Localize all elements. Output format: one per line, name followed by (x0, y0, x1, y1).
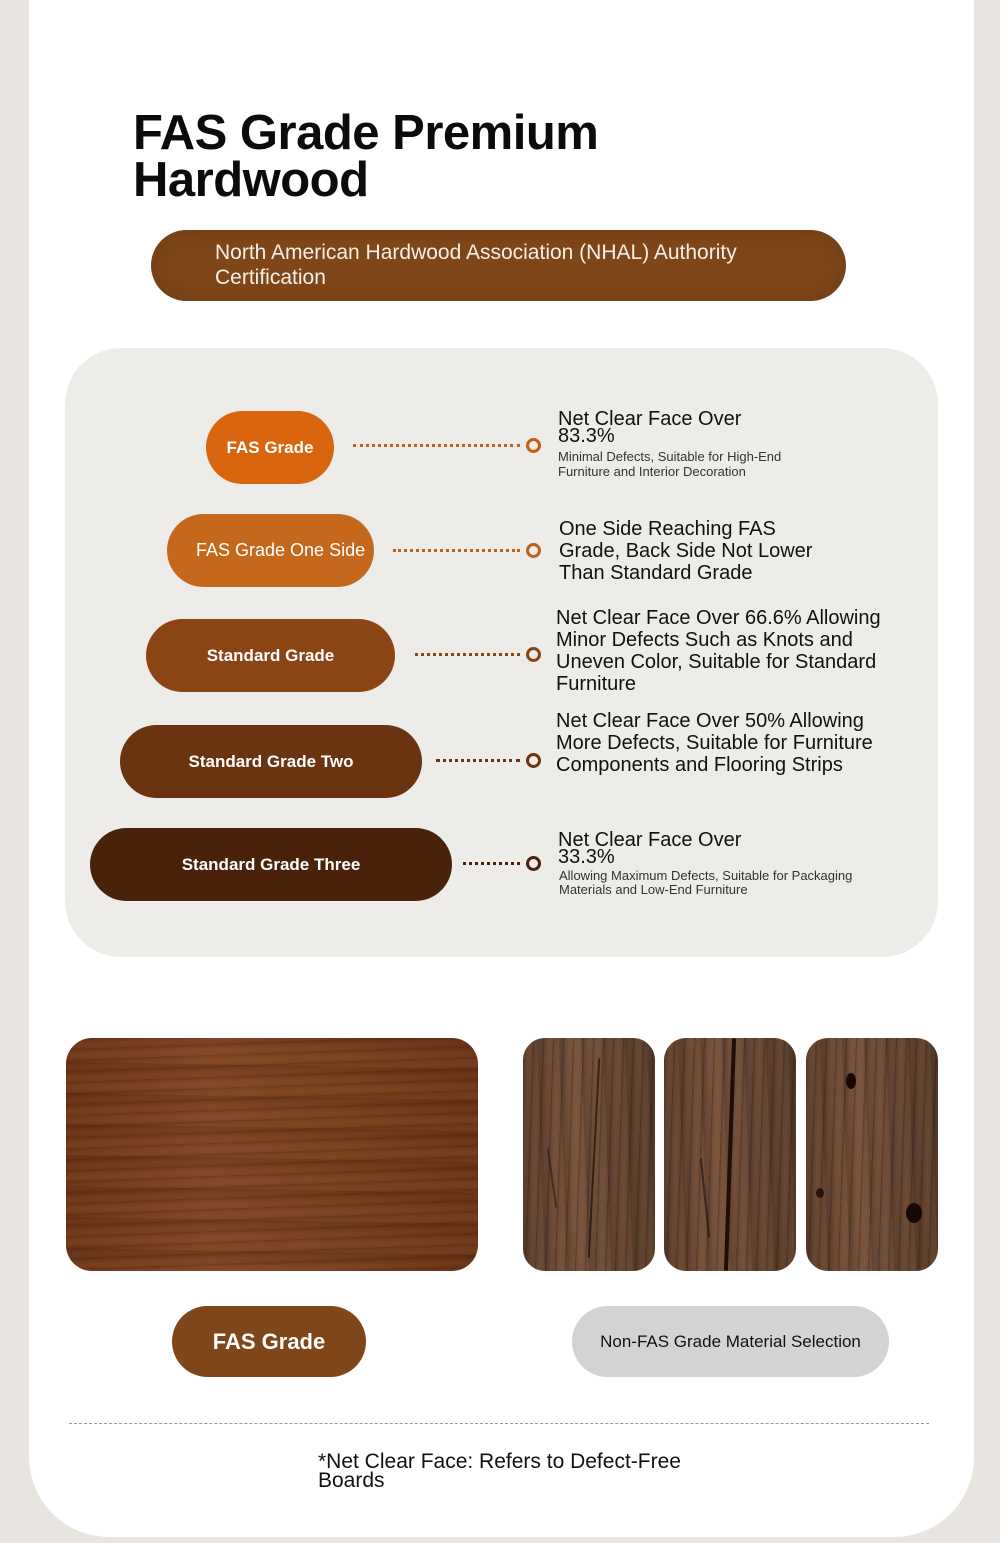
grade-label: FAS Grade (226, 437, 314, 457)
divider (69, 1423, 929, 1424)
non-fas-grade-button[interactable]: Non-FAS Grade Material Selection (572, 1306, 889, 1377)
grade-description-title: Net Clear Face Over 83.3% (558, 408, 742, 447)
grade-description-title: Net Clear Face Over 50% Allowing More Defects, Suitable for Furniture Components and Flooring Strips (556, 710, 873, 776)
non-fas-wood-sample-image (664, 1038, 796, 1271)
connector-dots (463, 862, 520, 865)
grade-pill-standard (146, 619, 395, 692)
connector-dots (393, 549, 520, 552)
grade-description-detail: Minimal Defects, Suitable for High-End Furniture and Interior Decoration (558, 449, 782, 479)
connector-node (526, 753, 541, 768)
connector-dots (353, 444, 520, 447)
grade-label: Standard Grade (206, 645, 335, 665)
fas-grade-button[interactable]: FAS Grade (172, 1306, 366, 1377)
footnote: *Net Clear Face: Refers to Defect-Free Boards (318, 1450, 681, 1492)
grade-pill-fas-one-side (167, 514, 374, 587)
non-fas-wood-sample-image (806, 1038, 938, 1271)
page-title: FAS Grade Premium Hardwood (133, 106, 599, 207)
grade-description-title: Net Clear Face Over 66.6% Allowing Minor Defects Such as Knots and Uneven Color, Suitable for Standard Furniture (556, 607, 881, 695)
grade-description-title: One Side Reaching FAS Grade, Back Side Not Lower Than Standard Grade (559, 518, 813, 584)
connector-node (526, 543, 541, 558)
connector-node (526, 438, 541, 453)
grade-description-detail: Allowing Maximum Defects, Suitable for Packaging Materials and Low-End Furniture (559, 868, 853, 897)
grade-pill-standard-two (120, 725, 422, 798)
grade-label: FAS Grade One Side (196, 540, 366, 560)
connector-dots (436, 759, 520, 762)
certification-banner (151, 230, 846, 301)
grade-label: Standard Grade Three (181, 854, 361, 874)
connector-dots (415, 653, 520, 656)
grade-description-title: Net Clear Face Over 33.3% (558, 829, 742, 868)
connector-node (526, 647, 541, 662)
grade-pill-standard-three (90, 828, 452, 901)
certification-text: North American Hardwood Association (NHAL) Authority Certification (215, 241, 737, 289)
grade-label: Standard Grade Two (188, 751, 354, 771)
grade-pill-fas (206, 411, 334, 484)
connector-node (526, 856, 541, 871)
non-fas-wood-sample-image (523, 1038, 655, 1271)
fas-wood-sample-image (66, 1038, 478, 1271)
